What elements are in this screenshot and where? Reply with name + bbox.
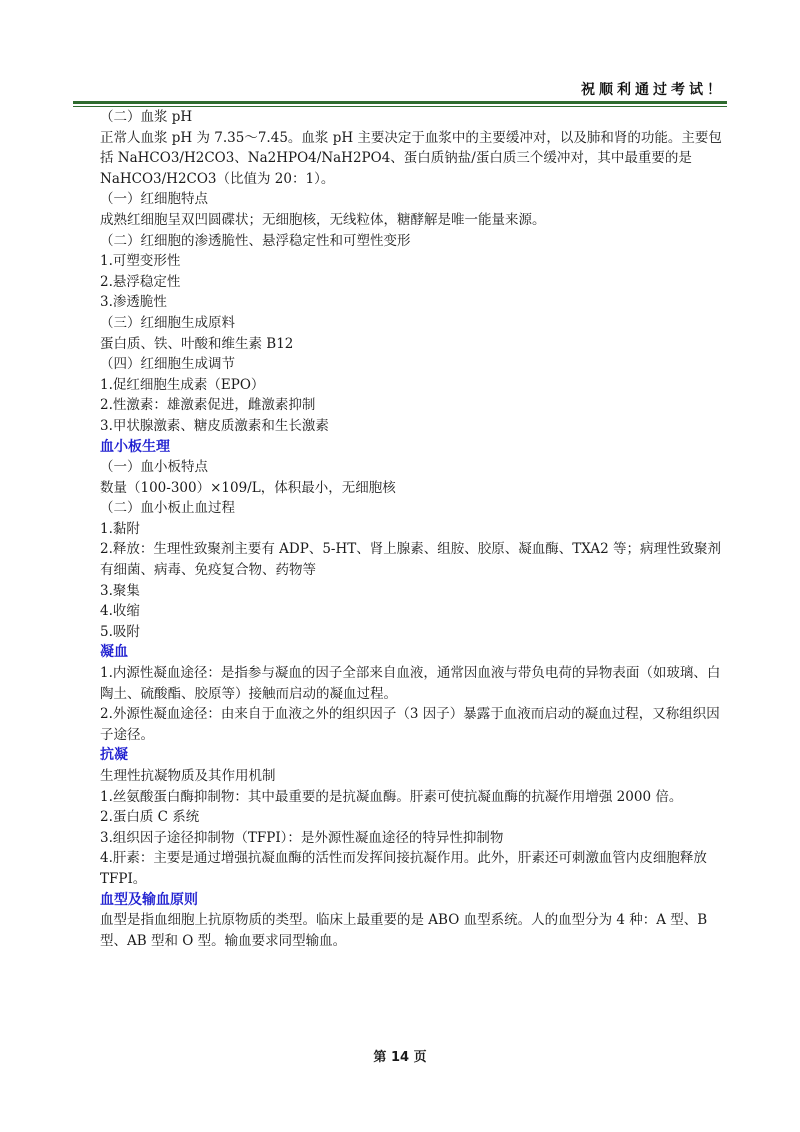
paragraph: （四）红细胞生成调节: [100, 356, 235, 373]
paragraph: （二）血浆 pH: [100, 109, 193, 125]
paragraph: 正常人血浆 pH 为 7.35～7.45。血浆 pH 主要决定于血浆中的主要缓冲对，以及肺和肾的功能。主要包括 NaHCO3/H2CO3、Na2HPO4/NaH2PO4、蛋白质钠盐/蛋白质三个缓冲对，其中最重要的是 NaHCO3/H2CO3（比值为 20：1）。: [100, 129, 722, 187]
paragraph: 3.甲状腺激素、糖皮质激素和生长激素: [100, 417, 329, 434]
document-body: [73, 107, 729, 951]
paragraph: 2.外源性凝血途径：由来自于血液之外的组织因子（3 因子）暴露于血液而启动的凝血过程，又称组织因子途径。: [100, 706, 720, 743]
paragraph: （二）红细胞的渗透脆性、悬浮稳定性和可塑性变形: [100, 232, 411, 249]
paragraph: （三）红细胞生成原料: [100, 314, 235, 331]
page-header: [73, 79, 727, 99]
paragraph: （一）红细胞特点: [100, 191, 208, 208]
paragraph: 3.渗透脆性: [100, 294, 167, 311]
paragraph: 2.性激素：雄激素促进，雌激素抑制: [100, 397, 316, 414]
paragraph: 成熟红细胞呈双凹圆碟状；无细胞核，无线粒体，糖酵解是唯一能量来源。: [100, 211, 546, 228]
paragraph: （二）血小板止血过程: [100, 500, 235, 517]
paragraph: 血型是指血细胞上抗原物质的类型。临床上最重要的是 ABO 血型系统。人的血型分为 4 种：A 型、B 型、AB 型和 O 型。输血要求同型输血。: [100, 912, 708, 949]
paragraph: 生理性抗凝物质及其作用机制: [100, 768, 276, 784]
section-heading: 血型及输血原则: [100, 891, 198, 908]
paragraph: 5.吸附: [100, 623, 140, 640]
paragraph: 2.蛋白质 C 系统: [100, 809, 200, 826]
paragraph: 3.聚集: [100, 582, 140, 599]
paragraph: 数量（100-300）×109/L，体积最小，无细胞核: [100, 479, 396, 496]
paragraph: 2.释放：生理性致聚剂主要有 ADP、5-HT、肾上腺素、组胺、胶原、凝血酶、TXA2 等；病理性致聚剂有细菌、病毒、免疫复合物、药物等: [100, 541, 722, 579]
section-heading: 血小板生理: [100, 438, 170, 455]
paragraph: 1.促红细胞生成素（EPO）: [100, 376, 265, 393]
page-number: 第 14 页: [373, 1050, 427, 1065]
paragraph: 4.收缩: [100, 603, 140, 620]
paragraph: 3.组织因子途径抑制物（TFPI）：是外源性凝血途径的特异性抑制物: [100, 829, 504, 846]
section-heading: 抗凝: [100, 747, 128, 764]
paragraph: 4.肝素：主要是通过增强抗凝血酶的活性而发挥间接抗凝作用。此外，肝素还可刺激血管内皮细胞释放 TFPI。: [100, 850, 707, 887]
paragraph: 1.可塑变形性: [100, 253, 181, 270]
header-slogan: 祝顺利通过考试！: [581, 82, 725, 98]
paragraph: （一）血小板特点: [100, 459, 208, 476]
paragraph: 1.丝氨酸蛋白酶抑制物：其中最重要的是抗凝血酶。肝素可使抗凝血酶的抗凝作用增强 2000 倍。: [100, 788, 683, 805]
section-heading: 凝血: [100, 644, 128, 661]
paragraph: 2.悬浮稳定性: [100, 273, 181, 290]
paragraph: 1.黏附: [100, 520, 140, 537]
header-rule-thick: [73, 101, 727, 104]
paragraph: 蛋白质、铁、叶酸和维生素 B12: [100, 335, 294, 352]
paragraph: 1.内源性凝血途径：是指参与凝血的因子全部来自血液，通常因血液与带负电荷的异物表面（如玻璃、白陶土、硫酸酯、胶原等）接触而启动的凝血过程。: [100, 665, 721, 702]
